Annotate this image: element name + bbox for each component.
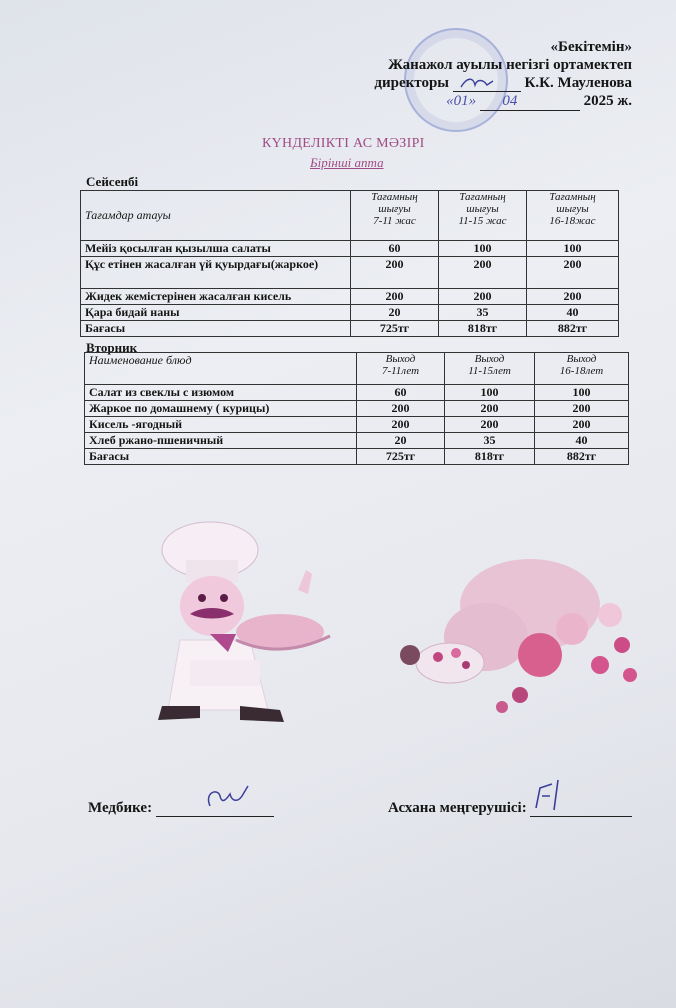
date-day: «01» xyxy=(446,93,477,109)
dish-name: Жаркое по домашнему ( курицы) xyxy=(85,401,357,417)
director-name: К.К. Мауленова xyxy=(524,75,632,91)
portion-16-18: 200 xyxy=(535,401,629,417)
portion-11-15: 200 xyxy=(439,289,527,305)
dish-name: Салат из свеклы с изюмом xyxy=(85,385,357,401)
portion-11-15: 200 xyxy=(445,417,535,433)
col-header-line: Тағамның xyxy=(371,191,418,203)
col-header-line: 7-11 жас xyxy=(373,215,416,227)
price-16-18: 882тг xyxy=(527,321,619,337)
col-header-line: Тағамның xyxy=(459,191,506,203)
dish-name: Құс етінен жасалған үй қуырдағы(жаркое) xyxy=(81,257,351,289)
table-header xyxy=(81,191,619,241)
price-label: Бағасы xyxy=(85,449,357,465)
food-icon xyxy=(390,525,660,725)
day-title-2: Вторник xyxy=(86,340,138,355)
table-header xyxy=(85,353,629,385)
portion-16-18: 200 xyxy=(527,289,619,305)
portion-16-18: 200 xyxy=(535,417,629,433)
portion-7-11: 200 xyxy=(351,289,439,305)
portion-16-18: 100 xyxy=(535,385,629,401)
portion-16-18: 200 xyxy=(527,257,619,289)
col-header-7-11 xyxy=(351,191,439,241)
col-header-16-18 xyxy=(527,191,619,241)
col-header-7-11 xyxy=(357,353,445,385)
portion-7-11: 60 xyxy=(351,241,439,257)
portion-7-11: 200 xyxy=(357,401,445,417)
price-row xyxy=(85,449,629,465)
signature-icon xyxy=(156,782,274,812)
canteen-label: Асхана меңгерушісі: xyxy=(388,800,527,816)
director-label: директоры xyxy=(374,75,450,91)
col-header-line: Тағамның xyxy=(549,191,596,203)
price-11-15: 818тг xyxy=(445,449,535,465)
table-row xyxy=(85,401,629,417)
portion-16-18: 40 xyxy=(527,305,619,321)
nurse-signature-line xyxy=(156,800,274,817)
col-header-line: 11-15 жас xyxy=(458,215,507,227)
canteen-signature-line xyxy=(530,800,632,817)
table-row xyxy=(81,257,619,289)
col-header-line: Выход xyxy=(474,353,505,365)
nurse-label: Медбике: xyxy=(88,800,153,816)
portion-11-15: 200 xyxy=(439,257,527,289)
page-subtitle: Бірінші апта xyxy=(310,155,384,170)
dish-name: Мейіз қосылған қызылша салаты xyxy=(81,241,351,257)
portion-7-11: 60 xyxy=(357,385,445,401)
date-underline xyxy=(540,92,580,111)
page-title: КҮНДЕЛІКТІ АС МӘЗІРІ xyxy=(262,136,425,151)
col-header-line: шығуы xyxy=(556,203,589,215)
portion-7-11: 20 xyxy=(351,305,439,321)
portion-7-11: 20 xyxy=(357,433,445,449)
col-header-line: 16-18жас xyxy=(549,215,596,227)
menu-table-2 xyxy=(84,352,629,465)
col-header-line: шығуы xyxy=(466,203,499,215)
price-16-18: 882тг xyxy=(535,449,629,465)
chef-icon xyxy=(140,510,360,740)
date-line xyxy=(374,92,632,111)
col-header-line: 16-18лет xyxy=(559,365,604,377)
col-header-line: Выход xyxy=(566,353,597,365)
date-month: 04 xyxy=(480,92,540,111)
table-row xyxy=(81,241,619,257)
menu-table-1 xyxy=(80,190,619,337)
dish-name: Хлеб ржано-пшеничный xyxy=(85,433,357,449)
portion-11-15: 35 xyxy=(445,433,535,449)
price-7-11: 725тг xyxy=(357,449,445,465)
table-row xyxy=(85,433,629,449)
school-line: Жанажол ауылы негізгі ортамектеп xyxy=(388,57,632,73)
price-label: Бағасы xyxy=(81,321,351,337)
dish-name: Кисель -ягодный xyxy=(85,417,357,433)
col-name-header: Наименование блюд xyxy=(85,353,357,385)
canteen-signature xyxy=(388,800,632,817)
col-header-line: Выход xyxy=(385,353,416,365)
price-7-11: 725тг xyxy=(351,321,439,337)
table-row xyxy=(81,289,619,305)
table-row xyxy=(81,305,619,321)
portion-7-11: 200 xyxy=(351,257,439,289)
col-header-11-15 xyxy=(439,191,527,241)
price-11-15: 818тг xyxy=(439,321,527,337)
dish-name: Жидек жемістерінен жасалған кисель xyxy=(81,289,351,305)
portion-16-18: 40 xyxy=(535,433,629,449)
day-title-1: Сейсенбі xyxy=(86,174,139,189)
portion-11-15: 35 xyxy=(439,305,527,321)
col-header-line: 7-11лет xyxy=(381,365,420,377)
portion-7-11: 200 xyxy=(357,417,445,433)
director-line xyxy=(374,74,632,92)
signature-icon xyxy=(453,75,521,91)
portion-11-15: 100 xyxy=(439,241,527,257)
col-header-11-15 xyxy=(445,353,535,385)
portion-11-15: 200 xyxy=(445,401,535,417)
date-year: 2025 ж. xyxy=(583,93,632,109)
signature-icon xyxy=(530,778,632,812)
approval-block xyxy=(374,38,632,111)
portion-11-15: 100 xyxy=(445,385,535,401)
col-header-16-18 xyxy=(535,353,629,385)
table-row xyxy=(85,417,629,433)
price-row xyxy=(81,321,619,337)
approved-label: «Бекітемін» xyxy=(550,39,632,55)
portion-16-18: 100 xyxy=(527,241,619,257)
nurse-signature xyxy=(88,800,274,817)
col-header-line: 11-15лет xyxy=(468,365,511,377)
dish-name: Қара бидай наны xyxy=(81,305,351,321)
director-signature-line xyxy=(453,77,521,92)
col-name-header: Тағамдар атауы xyxy=(81,191,351,241)
col-header-line: шығуы xyxy=(378,203,411,215)
table-row xyxy=(85,385,629,401)
